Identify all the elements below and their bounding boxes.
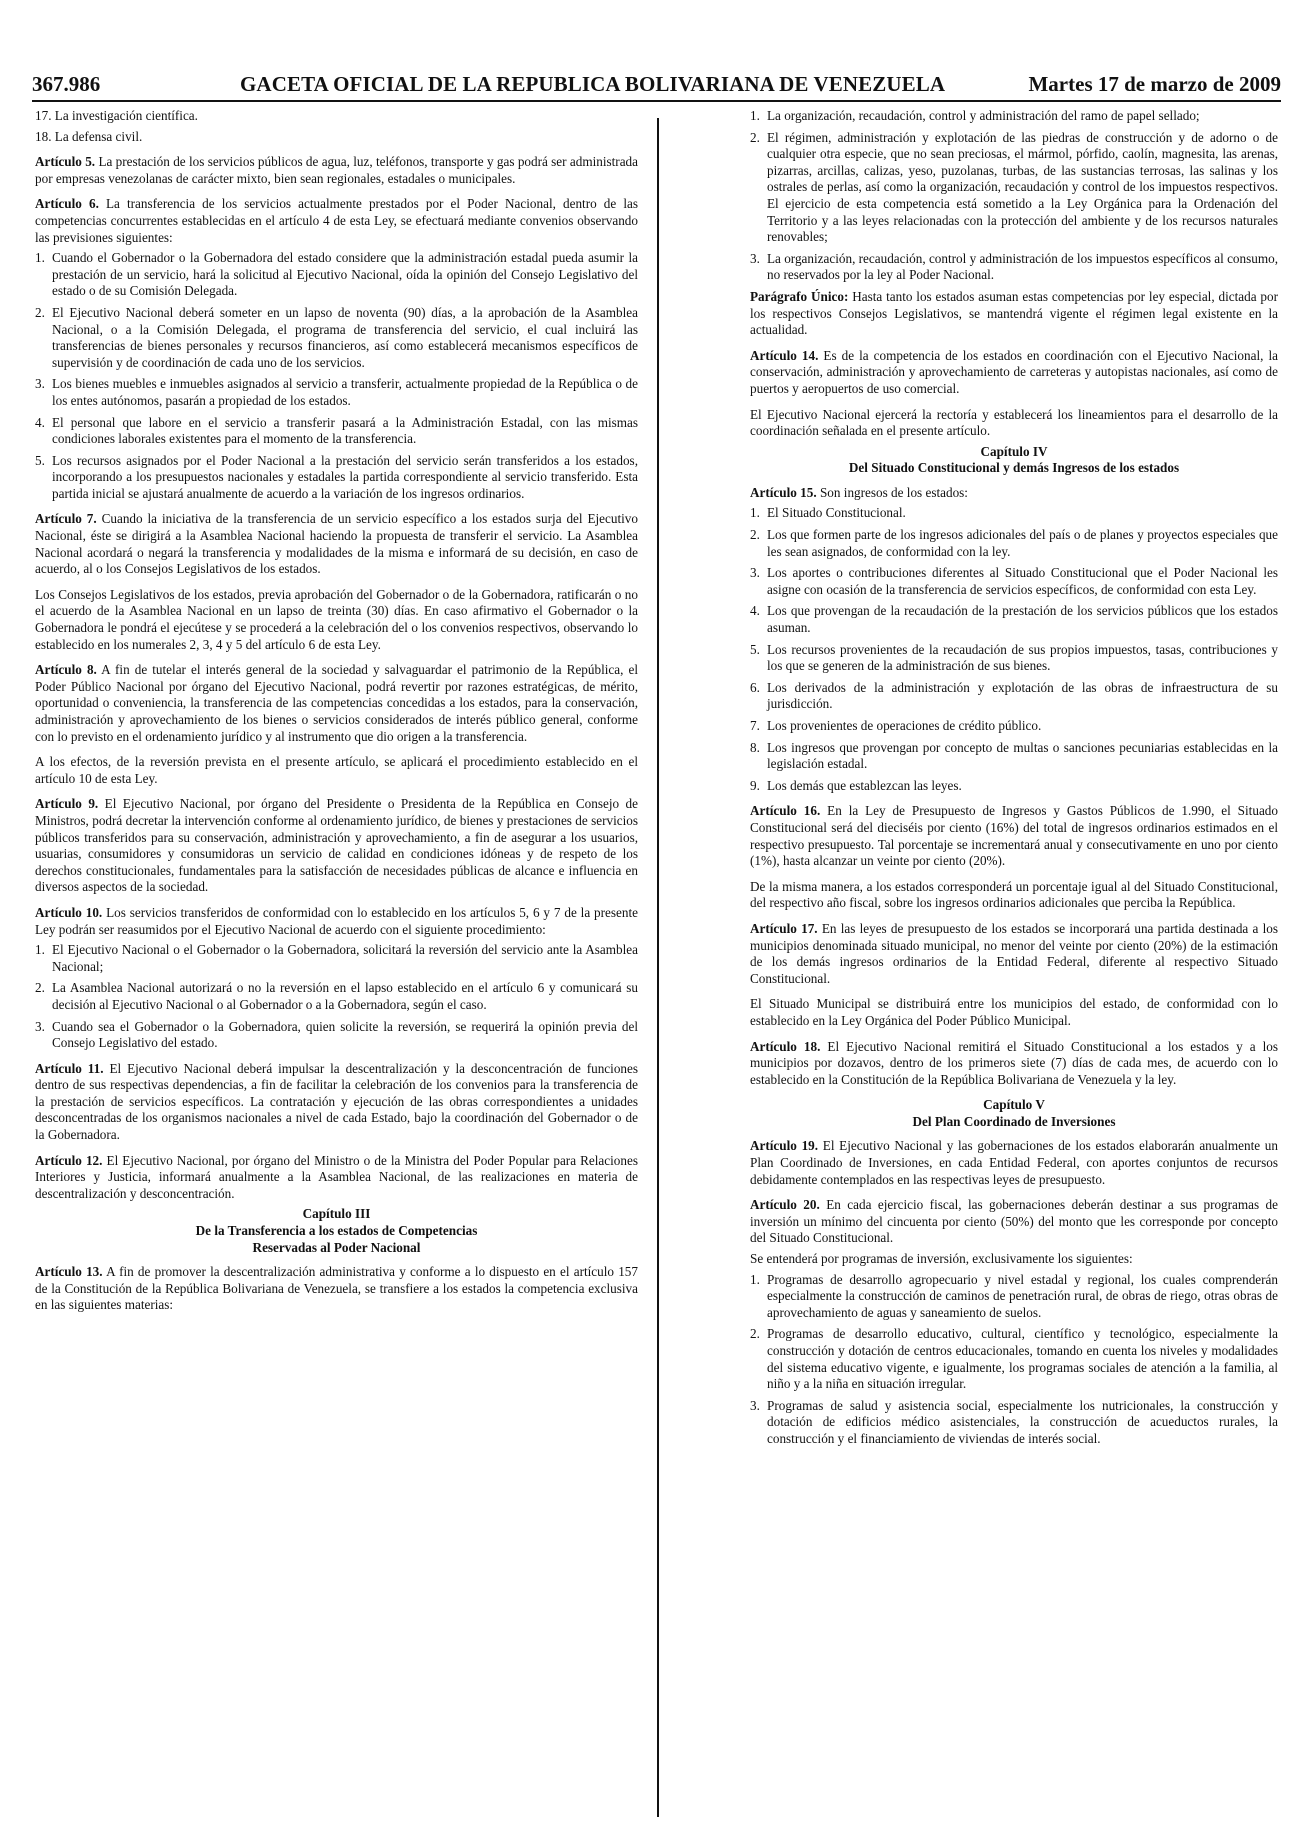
list-item: 1. Programas de desarrollo agropecuario y nivel estadal y regional, los cuales comprenderán especialmente la construcción de caminos de penetración rural, de obras de riego, otras obras de aprovechamiento de aguas y saneamiento de suelos. [750, 1271, 1278, 1320]
paragraph-label: Parágrafo Único: [750, 288, 849, 304]
article-12 [35, 1153, 638, 1203]
article-text: A fin de promover la descentralización administrativa y conforme a lo dispuesto en el artículo 157 de la Constitución de la República Bolivariana de Venezuela, se transfiere a los estados la competencia exclusiva en las siguientes materias: [35, 1264, 638, 1313]
article-label: Artículo 16. [750, 803, 821, 819]
article-text: Cuando la iniciativa de la transferencia de un servicio específico a los estados surja del Ejecutivo Nacional, éste se dirigirá a la Asamblea Nacional haciendo la propuesta de transferir el servicio. La Asamblea Nacional acordará o negará la transferencia y modalidades de la misma e informará de su decisión, en caso de acuerdo, al o los Consejos Legislativos de los estados. [35, 511, 638, 577]
chapter-heading [750, 1097, 1278, 1130]
list-item: 2. El Ejecutivo Nacional deberá someter en un lapso de noventa (90) días, a la aprobación de la Asamblea Nacional, o a la Comisión Delegada, el programa de transferencia del servicio, el cual incluirá las transferencias de bienes personales y recursos financieros, así como establecerá mecanismos específicos de supervisión y de coordinación de cada uno de los servicios. [35, 304, 638, 370]
article-8 [35, 662, 638, 745]
article-17 [750, 921, 1278, 987]
list-item: 1. La organización, recaudación, control y administración del ramo de papel sellado; [750, 108, 1200, 123]
list-item: 8. Los ingresos que provengan por concepto de multas o sanciones pecuniarias establecidas en la legislación estadal. [750, 739, 1278, 772]
list-item: 3. Programas de salud y asistencia social, especialmente los nutricionales, la construcción y dotación de edificios médico asistenciales, la construcción de acueductos rurales, la construcción y el financiamiento de viviendas de interés social. [750, 1397, 1278, 1446]
article-text: La prestación de los servicios públicos de agua, luz, teléfonos, transporte y gas podrá ser administrada por empresas venezolanas de carácter mixto, bien sean regionales, estadales o municipales. [35, 154, 638, 186]
list-item: 2. El régimen, administración y explotación de las piedras de construcción y de adorno o de cualquier otra especie, que no sean preciosas, el mármol, pórfido, caolín, magnesita, las arenas, pizarras, arcillas, calizas, yeso, puzolanas, turbas, de las sustancias terrosas, las salinas y los ostrales de perlas, así como la organización, recaudación y control de los impuestos respectivos. El ejercicio de esta competencia está sometido a la Ley Orgánica para la Ordenación del Territorio y a las leyes relacionadas con la protección del ambiente y de los recursos naturales renovables; [750, 129, 1278, 245]
article-19 [750, 1138, 1278, 1188]
left-column [35, 108, 638, 1323]
list-item: 5. Los recursos asignados por el Poder Nacional a la prestación del servicio serán transferidos a los estados, incorporando a los presupuestos nacionales y estadales la partida correspondiente al servicio transferido. Esta partida inicial se ajustará anualmente de acuerdo a la variación de los ingresos ordinarios. [35, 452, 638, 501]
chapter-number: Capítulo III [302, 1206, 371, 1222]
list-item: 3. Cuando sea el Gobernador o la Gobernadora, quien solicite la reversión, se requerirá la opinión previa del Consejo Legislativo del estado. [35, 1018, 638, 1051]
chapter-title: Del Situado Constitucional y demás Ingresos de los estados [848, 460, 1180, 476]
article-text: Los servicios transferidos de conformidad con lo establecido en los artículos 5, 6 y 7 de la presente Ley podrán ser reasumidos por el Ejecutivo Nacional de acuerdo con el siguiente procedimiento: [35, 904, 638, 937]
article-text: A fin de tutelar el interés general de la sociedad y salvaguardar el patrimonio de la República, el Poder Público Nacional por órgano del Ejecutivo Nacional, podrá revertir por razones estratégicas, de mérito, oportunidad o conveniencia, la transferencia de las competencias concedidas a los estados, para la conservación, administración y aprovechamiento de los bienes o servicios considerados de interés público general, conforme con lo previsto en el ordenamiento jurídico y al instrumento que dio origen a la transferencia. [35, 662, 638, 744]
gazette-title: GACETA OFICIAL DE LA REPUBLICA BOLIVARIANA DE VENEZUELA [240, 72, 946, 96]
article-label: Artículo 20. [750, 1197, 820, 1213]
paragraph-text: Hasta tanto los estados asuman estas competencias por ley especial, dictada por los respectivos Consejos Legislativos, se mantendrá vigente el régimen legal existente en la actualidad. [750, 288, 1278, 338]
chapter-title: Del Plan Coordinado de Inversiones [912, 1113, 1116, 1129]
chapter-title: Reservadas al Poder Nacional [252, 1239, 421, 1255]
list-item: 2. Los que formen parte de los ingresos adicionales del país o de planes y proyectos especiales que les sean asignados, de conformidad con la ley. [750, 527, 1278, 559]
paragraph: El Situado Municipal se distribuirá entre los municipios del estado, de conformidad con lo establecido en la Ley Orgánica del Poder Público Municipal. [750, 996, 1278, 1028]
article-13 [35, 1264, 638, 1314]
issue-date: Martes 17 de marzo de 2009 [1028, 72, 1281, 96]
list-item: 7. Los provenientes de operaciones de crédito público. [750, 718, 1042, 733]
article-label: Artículo 19. [750, 1138, 819, 1154]
article-label: Artículo 5. [35, 154, 96, 170]
chapter-heading [750, 444, 1278, 477]
article-label: Artículo 14. [750, 347, 819, 363]
article-label: Artículo 15. [750, 484, 817, 500]
list-item: 2. Programas de desarrollo educativo, cultural, científico y tecnológico, especialmente la construcción y dotación de centros educacionales, tomando en cuenta los niveles y modalidades del sistema educativo vigente, e igualmente, los programas sociales de atención a la familia, al niño y a la niña en situación irregular. [750, 1326, 1278, 1392]
list-item: 3. Los aportes o contribuciones diferentes al Situado Constitucional que el Poder Nacional les asigne con ocasión de la transferencia de servicios específicos, de conformidad con esta Ley. [750, 565, 1278, 597]
article-text: La transferencia de los servicios actualmente prestados por el Poder Nacional, dentro de las competencias concurrentes establecidas en el artículo 4 de esta Ley, se efectuará mediante convenios observando las previsiones siguientes: [35, 196, 638, 245]
list-item: 1. El Situado Constitucional. [750, 505, 906, 521]
article-label: Artículo 10. [35, 904, 103, 920]
page-number: 367.986 [32, 72, 101, 96]
list-item: 3. Los bienes muebles e inmuebles asignados al servicio a transferir, actualmente propiedad de la República o de los entes autónomos, pasarán a propiedad de los estados. [35, 376, 638, 408]
article-label: Artículo 12. [35, 1152, 103, 1168]
article-15 [750, 485, 1278, 502]
right-column [750, 108, 1278, 1453]
article-text: El Ejecutivo Nacional y las gobernaciones de los estados elaborarán anualmente un Plan Coordinado de Inversiones, en cada Entidad Federal, con aportes conjuntos de recursos debidamente contemplados en las respectivas leyes de presupuesto. [750, 1138, 1278, 1187]
article-label: Artículo 6. [35, 196, 99, 212]
chapter-heading [35, 1206, 638, 1256]
article-text: El Ejecutivo Nacional, por órgano del Presidente o Presidenta de la República en Consejo de Ministros, podrá decretar la intervención conforme al ordenamiento jurídico, de bienes y prestaciones de servicios públicos transferidos para su conservación, administración y aprovechamiento, a fin de asegurar a los usuarios, usuarias, consumidores y consumidoras un servicio de calidad en condiciones idóneas y de respeto de los derechos constitucionales, fundamentales para la satisfacción de necesidades públicas de alcance e influencia en diversos aspectos de la sociedad. [35, 796, 638, 895]
article-text: En las leyes de presupuesto de los estados se incorporará una partida destinada a los municipios denominada situado municipal, no menor del veinte por ciento (20%) de la estimación de los demás ingresos ordinarios de la Entidad Federal, diferente al respectivo Situado Constitucional. [750, 920, 1278, 986]
article-text: El Ejecutivo Nacional, por órgano del Ministro o de la Ministra del Poder Popular para Relaciones Interiores y Justicia, informará anualmente a la Asamblea Nacional, de las realizaciones en materia de descentralización y desconcentración. [35, 1152, 638, 1201]
list-item: 1. El Ejecutivo Nacional o el Gobernador o la Gobernadora, solicitará la reversión del servicio ante la Asamblea Nacional; [35, 942, 638, 974]
paragraph: Los Consejos Legislativos de los estados, previa aprobación del Gobernador o de la Gobernadora, ratificarán o no el acuerdo de la Asamblea Nacional en un lapso de treinta (30) días. En caso afirmativo el Gobernador o la Gobernadora le pondrá el ejecútese y se procederá a la celebración del o los convenios respectivos, observando lo establecido en los numerales 2, 3, 4 y 5 del artículo 6 de esta Ley. [35, 586, 638, 652]
list-item: 18. La defensa civil. [35, 128, 143, 144]
article-14 [750, 348, 1278, 398]
article-text: Son ingresos de los estados: [816, 484, 968, 500]
article-label: Artículo 18. [750, 1038, 821, 1054]
page-header [32, 66, 1281, 102]
article-label: Artículo 9. [35, 796, 99, 812]
list-item: 4. Los que provengan de la recaudación de la prestación de los servicios públicos que los estados asuman. [750, 603, 1278, 636]
article-label: Artículo 17. [750, 920, 818, 936]
list-item: 1. Cuando el Gobernador o la Gobernadora del estado considere que la administración estadal pueda asumir la prestación de un servicio, hará la solicitud al Ejecutivo Nacional, oída la opinión del Consejo Legislativo del estado o de su Comisión Delegada. [35, 250, 638, 299]
list-item: 9. Los demás que establezcan las leyes. [750, 777, 962, 793]
chapter-title: De la Transferencia a los estados de Competencias [195, 1223, 478, 1239]
article-11 [35, 1061, 638, 1144]
article-16 [750, 803, 1278, 869]
article-18 [750, 1039, 1278, 1089]
single-paragraph [750, 289, 1278, 339]
list-item: 2. La Asamblea Nacional autorizará o no la reversión en el lapso establecido en el artículo 6 y comunicará su decisión al Ejecutivo Nacional o al Gobernador o a la Gobernadora, según el caso. [35, 980, 638, 1012]
article-5 [35, 154, 638, 187]
paragraph: El Ejecutivo Nacional ejercerá la rectoría y establecerá los lineamientos para el desarrollo de la coordinación señalada en el presente artículo. [750, 406, 1278, 439]
article-label: Artículo 11. [35, 1060, 104, 1076]
article-10 [35, 905, 638, 938]
list-item: 5. Los recursos provenientes de la recaudación de sus propios impuestos, tasas, contribuciones y los que se generen de la administración de sus bienes. [750, 641, 1278, 674]
article-20 [750, 1197, 1278, 1247]
list-item: 6. Los derivados de la administración y explotación de las obras de infraestructura de su jurisdicción. [750, 679, 1278, 712]
list-item: 3. La organización, recaudación, control y administración de los impuestos específicos al consumo, no reservados por la ley al Poder Nacional. [750, 250, 1278, 283]
article-label: Artículo 8. [35, 662, 97, 678]
chapter-number: Capítulo IV [980, 443, 1048, 459]
list-item: 4. El personal que labore en el servicio a transferir pasará a la Administración Estadal, con las mismas condiciones laborales existentes para el momento de la transferencia. [35, 414, 638, 447]
paragraph: A los efectos, de la reversión prevista en el presente artículo, se aplicará el procedimiento establecido en el artículo 10 de esta Ley. [35, 754, 638, 786]
article-9 [35, 796, 638, 896]
article-text: Es de la competencia de los estados en coordinación con el Ejecutivo Nacional, la conservación, administración y aprovechamiento de carreteras y autopistas nacionales, así como de puertos y aeropuertos de uso comercial. [750, 347, 1278, 396]
paragraph: Se entenderá por programas de inversión, exclusivamente los siguientes: [750, 1251, 1133, 1267]
article-text: El Ejecutivo Nacional remitirá el Situado Constitucional a los estados y a los municipios por dozavos, dentro de los primeros siete (7) días de cada mes, de acuerdo con lo establecido en la Constitución de la República Bolivariana de Venezuela y la ley. [750, 1038, 1278, 1087]
article-label: Artículo 7. [35, 511, 97, 527]
list-item: 17. La investigación científica. [35, 108, 198, 123]
article-7 [35, 511, 638, 577]
chapter-number: Capítulo V [983, 1097, 1045, 1113]
article-6 [35, 196, 638, 246]
paragraph: De la misma manera, a los estados corresponderá un porcentaje igual al del Situado Constitucional, del respectivo año fiscal, sobre los ingresos ordinarios adicionales que perciba la República. [750, 878, 1278, 911]
article-label: Artículo 13. [35, 1264, 103, 1280]
article-text: El Ejecutivo Nacional deberá impulsar la descentralización y la desconcentración de funciones dentro de sus respectivas dependencias, a fin de facilitar la celebración de los convenios para la transferencia de la prestación de servicios específicos. La contratación y ejecución de las obras correspondientes a unidades desconcentradas de los organismos nacionales a nivel de cada Estado, bajo la coordinación del Gobernador o de la Gobernadora. [35, 1060, 638, 1143]
column-divider [657, 118, 659, 1817]
article-text: En cada ejercicio fiscal, las gobernaciones deberán destinar a sus programas de inversión un mínimo del cincuenta por ciento (50%) del monto que les corresponde por concepto del Situado Constitucional. [750, 1197, 1279, 1246]
article-text: En la Ley de Presupuesto de Ingresos y Gastos Públicos de 1.990, el Situado Constitucional será del dieciséis por ciento (16%) del total de ingresos ordinarios estimados en el respectivo presupuesto. Tal porcentaje se incrementará anual y consecutivamente en uno por ciento (1%), hasta alcanzar un veinte por ciento (20%). [750, 803, 1278, 869]
